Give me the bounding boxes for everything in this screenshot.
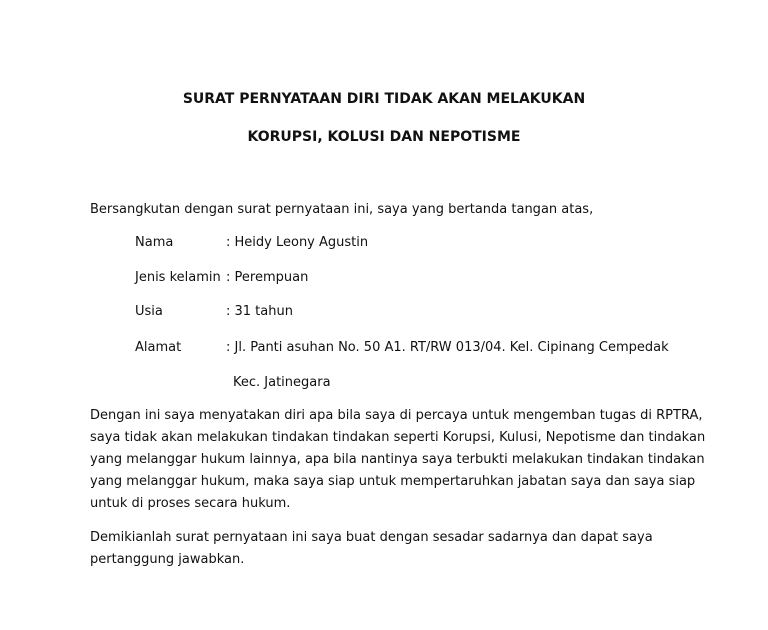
field-value-alamat: : Jl. Panti asuhan No. 50 A1. RT/RW 013/04. Kel. Cipinang Cempedak bbox=[226, 340, 669, 355]
paragraph-line: pertanggung jawabkan. bbox=[90, 552, 245, 567]
field-value-nama: : Heidy Leony Agustin bbox=[226, 235, 369, 250]
document-title-line-1: SURAT PERNYATAAN DIRI TIDAK AKAN MELAKUKAN bbox=[182, 91, 586, 107]
field-label-alamat: Alamat bbox=[135, 340, 182, 355]
field-label-usia: Usia bbox=[135, 304, 163, 319]
paragraph-line: Demikianlah surat pernyataan ini saya buat dengan sesadar sadarnya dan dapat saya bbox=[90, 530, 653, 545]
document-title-line-2: KORUPSI, KOLUSI DAN NEPOTISME bbox=[247, 129, 521, 145]
address-continuation: Kec. Jatinegara bbox=[233, 375, 331, 390]
intro-text: Bersangkutan dengan surat pernyataan ini, saya yang bertanda tangan atas, bbox=[90, 202, 594, 217]
statement-paragraph bbox=[90, 405, 705, 515]
field-value-jenis-kelamin: : Perempuan bbox=[226, 270, 309, 285]
paragraph-line: untuk di proses secara hukum. bbox=[90, 496, 291, 511]
paragraph-line: saya tidak akan melakukan tindakan tindakan seperti Korupsi, Kulusi, Nepotisme dan tindakan bbox=[90, 430, 706, 445]
paragraph-line: Dengan ini saya menyatakan diri apa bila saya di percaya untuk mengemban tugas di RPTRA, bbox=[90, 408, 703, 423]
closing-paragraph bbox=[90, 527, 653, 571]
paragraph-line: yang melanggar hukum, maka saya siap untuk mempertaruhkan jabatan saya dan saya siap bbox=[90, 474, 696, 489]
paragraph-line: yang melanggar hukum lainnya, apa bila nantinya saya terbukti melakukan tindakan tindakan bbox=[90, 452, 705, 467]
field-label-jenis-kelamin: Jenis kelamin bbox=[135, 270, 221, 285]
field-label-nama: Nama bbox=[135, 235, 174, 250]
field-value-usia: : 31 tahun bbox=[226, 304, 293, 319]
